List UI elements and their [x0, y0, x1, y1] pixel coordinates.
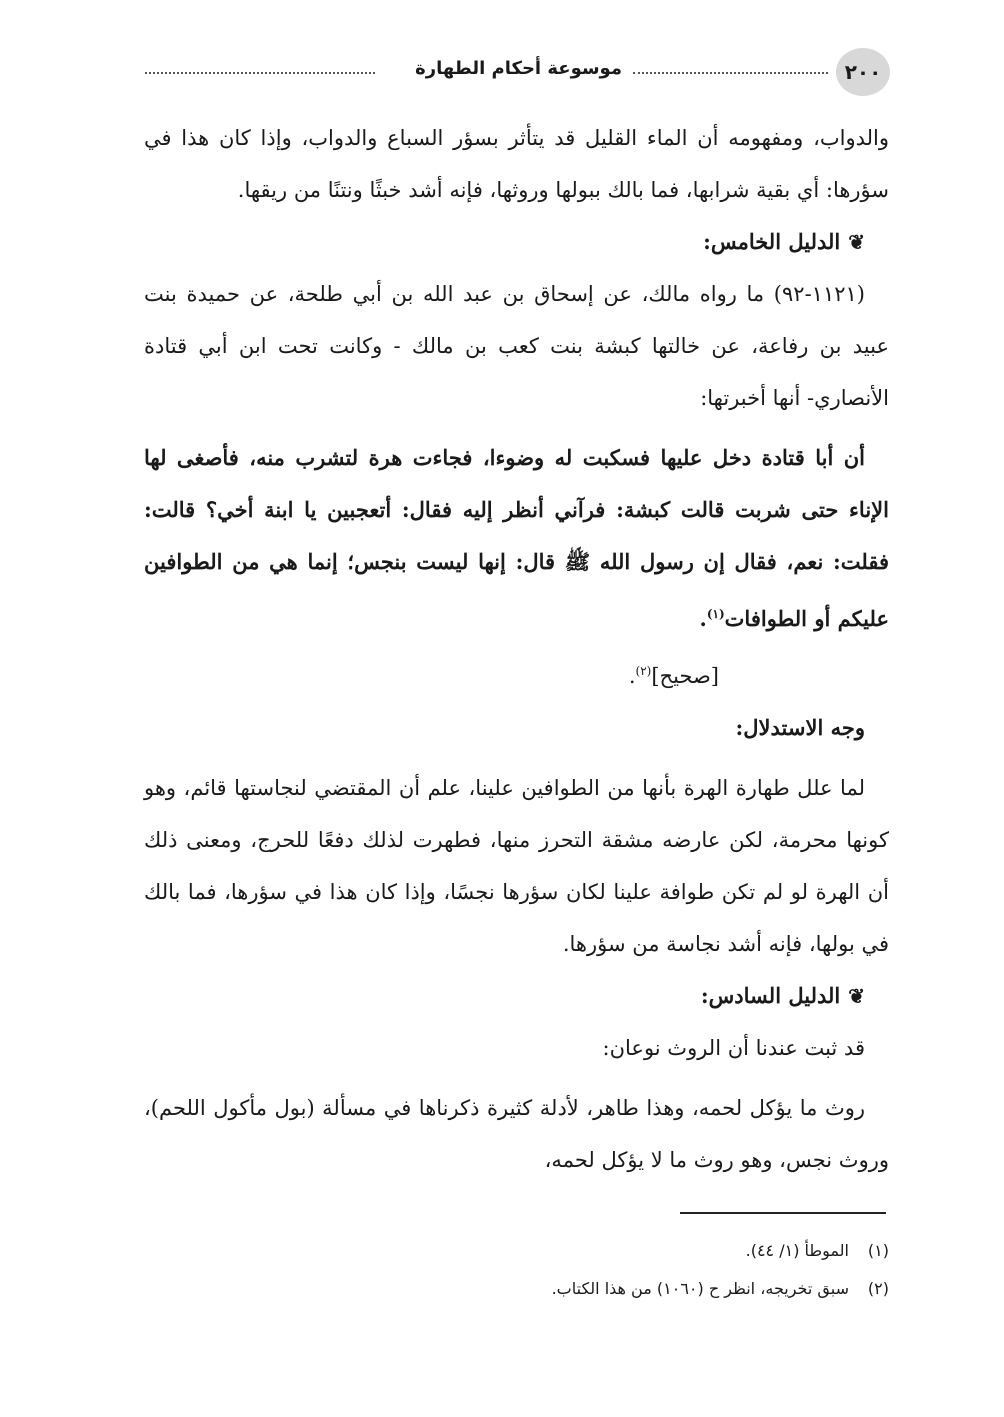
running-title: موسوعة أحكام الطهارة	[415, 58, 622, 79]
footnote-ref-2: (٢)	[635, 664, 652, 678]
paragraph-intro: قد ثبت عندنا أن الروث نوعان:	[602, 1036, 865, 1060]
hadith-body: أن أبا قتادة دخل عليها فسكبت له وضوءا، فجاءت هرة لتشرب منه، فأصغى لها الإناء حتى شربت قالت كبشة: فرآني أنظر إليه فقال: أتعجبين يا ابنة أخي؟ قالت: فقلت: نعم، فقال إن رسول الله ﷺ قال: إنها ليست بنجس؛ إنما هي من الطوافين عليكم أو الطوافات	[144, 445, 889, 631]
footnote-text: سبق تخريجه، انظر ح (١٠٦٠) من هذا الكتاب.	[551, 1279, 849, 1298]
footnote-number: (٢)	[867, 1279, 889, 1298]
grade-end: .	[628, 664, 636, 688]
heading-text: الدليل السادس:	[700, 983, 841, 1008]
section-heading-istidlal: وجه الاستدلال:	[735, 715, 865, 740]
header-divider-right	[633, 72, 828, 74]
paragraph-dung-types: روث ما يؤكل لحمه، وهذا طاهر، لأدلة كثيرة ذكرناها في مسألة (بول مأكول اللحم)، وروث نجس، وهو روث ما لا يؤكل لحمه،	[144, 1096, 889, 1172]
footnote-item	[144, 1232, 889, 1270]
footnote-item	[144, 1270, 889, 1308]
footnote-divider	[680, 1212, 886, 1214]
leaf-marker-icon: ❦	[848, 230, 865, 254]
section-heading-fifth-evidence	[144, 216, 889, 268]
hadith-isnad: (١١٢١-٩٢) ما رواه مالك، عن إسحاق بن عبد الله بن أبي طلحة، عن حميدة بنت عبيد بن رفاعة، عن خالتها كبشة بنت كعب بن مالك - وكانت تحت ابن أبي قتادة الأنصاري- أنها أخبرتها:	[144, 282, 889, 410]
hadith-end: .	[699, 606, 707, 631]
section-heading-sixth-evidence	[144, 970, 889, 1022]
footnote-ref-1: (١)	[706, 607, 725, 621]
hadith-grade	[144, 645, 889, 702]
footnote-text: الموطأ (١/ ٤٤).	[745, 1241, 849, 1260]
footnote-number: (١)	[867, 1241, 889, 1260]
paragraph-reasoning: لما علل طهارة الهرة بأنها من الطوافين علينا، علم أن المقتضي لنجاستها قائم، وهو كونها محرمة، لكن عارضه مشقة التحرز منها، فطهرت لذلك دفعًا للحرج، ومعنى ذلك أن الهرة لو لم تكن طوافة علينا لكان سؤرها نجسًا، وإذا كان هذا في سؤرها، فما بالك في بولها، فإنه أشد نجاسة من سؤرها.	[144, 776, 889, 956]
grade-text: [صحيح]	[651, 664, 719, 688]
paragraph-continuation: والدواب، ومفهومه أن الماء القليل قد يتأثر بسؤر السباع والدواب، وإذا كان هذا في سؤرها: أي بقية شرابها، فما بالك ببولها وروثها، فإنه أشد خبثًا ونتنًا من ريقها.	[144, 126, 889, 202]
heading-text: الدليل الخامس:	[703, 229, 841, 254]
hadith-text	[144, 432, 889, 645]
footnotes	[144, 1232, 889, 1308]
page-header	[145, 48, 890, 96]
header-divider-left	[145, 72, 375, 74]
page-number: ٢٠٠	[836, 48, 890, 96]
page-body	[144, 112, 889, 1186]
leaf-marker-icon: ❦	[848, 984, 865, 1008]
